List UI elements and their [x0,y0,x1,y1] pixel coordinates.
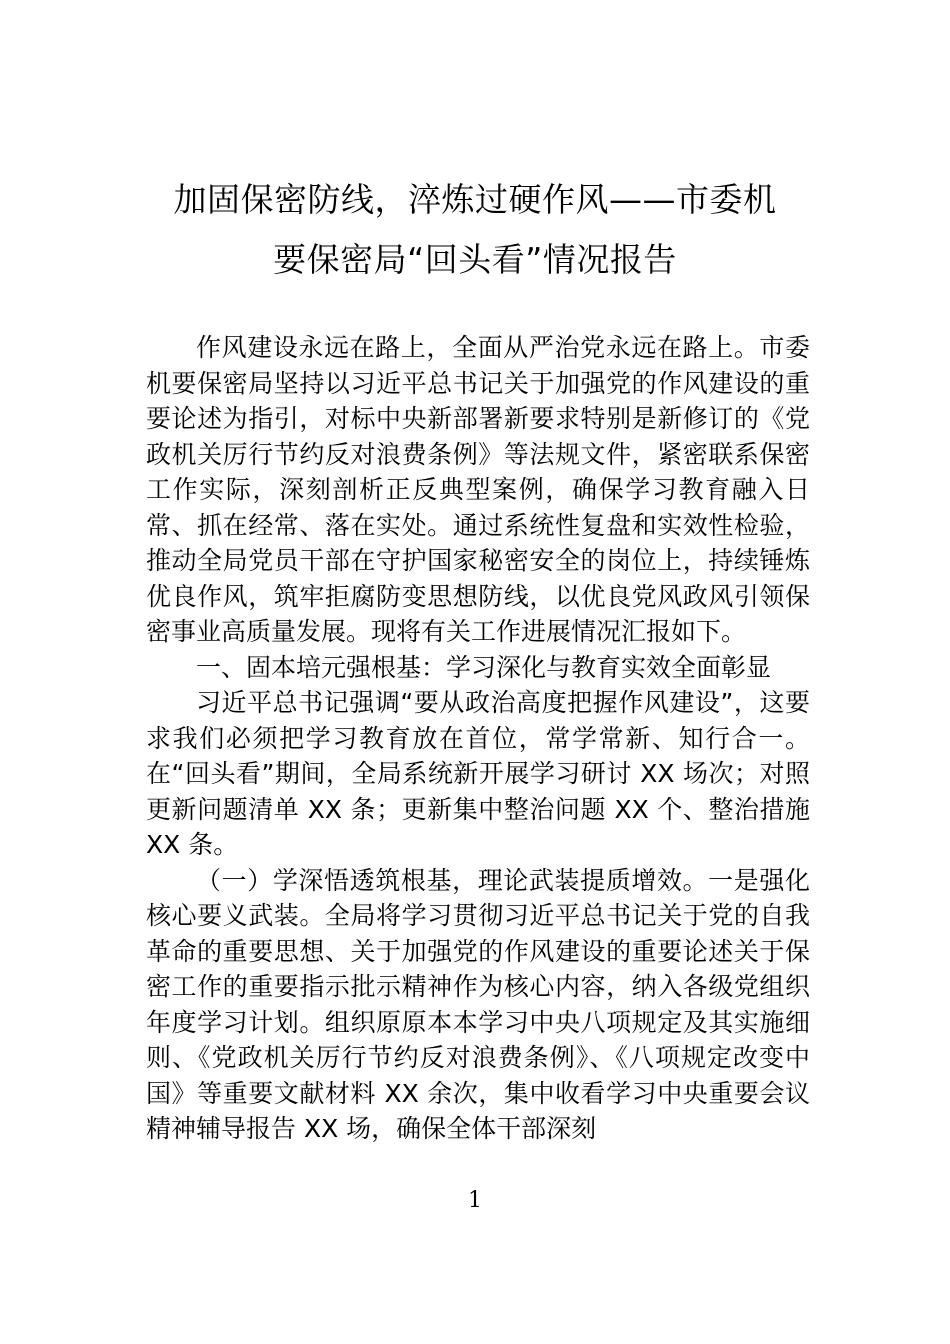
page-number: 1 [468,1188,482,1213]
subsection-paragraph: （一）学深悟透筑根基，理论武装提质增效。一是强化核心要义武装。全局将学习贯彻习近平总书记关于党的自我革命的重要思想、关于加强党的作风建设的重要论述关于保密工作的重要指示批示精神作为核心内容，纳入各级党组织年度学习计划。组织原原本本学习中央八项规定及其实施细则、《党政机关厉行节约反对浪费条例》、《八项规定改变中国》等重要文献材料 XX 余次，集中收看学习中央重要会议精神辅导报告 XX 场，确保全体干部深刻 [146,865,810,1143]
intro-paragraph: 作风建设永远在路上，全面从严治党永远在路上。市委机要保密局坚持以习近平总书记关于加强党的作风建设的重要论述为指引，对标中央新部署新要求特别是新修订的《党政机关厉行节约反对浪费条例》等法规文件，紧密联系保密工作实际，深刻剖析正反典型案例，确保学习教育融入日常、抓在经常、落在实处。通过系统性复盘和实效性检验，推动全局党员干部在守护国家秘密安全的岗位上，持续锤炼优良作风，筑牢拒腐防变思想防线，以优良党风政风引领保密事业高质量发展。现将有关工作进展情况汇报如下。 [146,333,810,646]
document-body [146,330,810,1147]
section-heading: 一、固本培元强根基：学习深化与教育实效全面彰显 [196,652,772,682]
title-line-1: 加固保密防线，淬炼过硬作风——市委机 [173,180,777,219]
title-line-2: 要保密局“回头看”情况报告 [273,240,677,279]
section-paragraph: 习近平总书记强调“要从政治高度把握作风建设”，这要求我们必须把学习教育放在首位，常学常新、知行合一。在“回头看”期间，全局系统新开展学习研讨 XX 场次；对照更新问题清单 XX 条；更新集中整治问题 XX 个、整治措施 XX 条。 [146,688,810,859]
document-title [150,170,800,290]
